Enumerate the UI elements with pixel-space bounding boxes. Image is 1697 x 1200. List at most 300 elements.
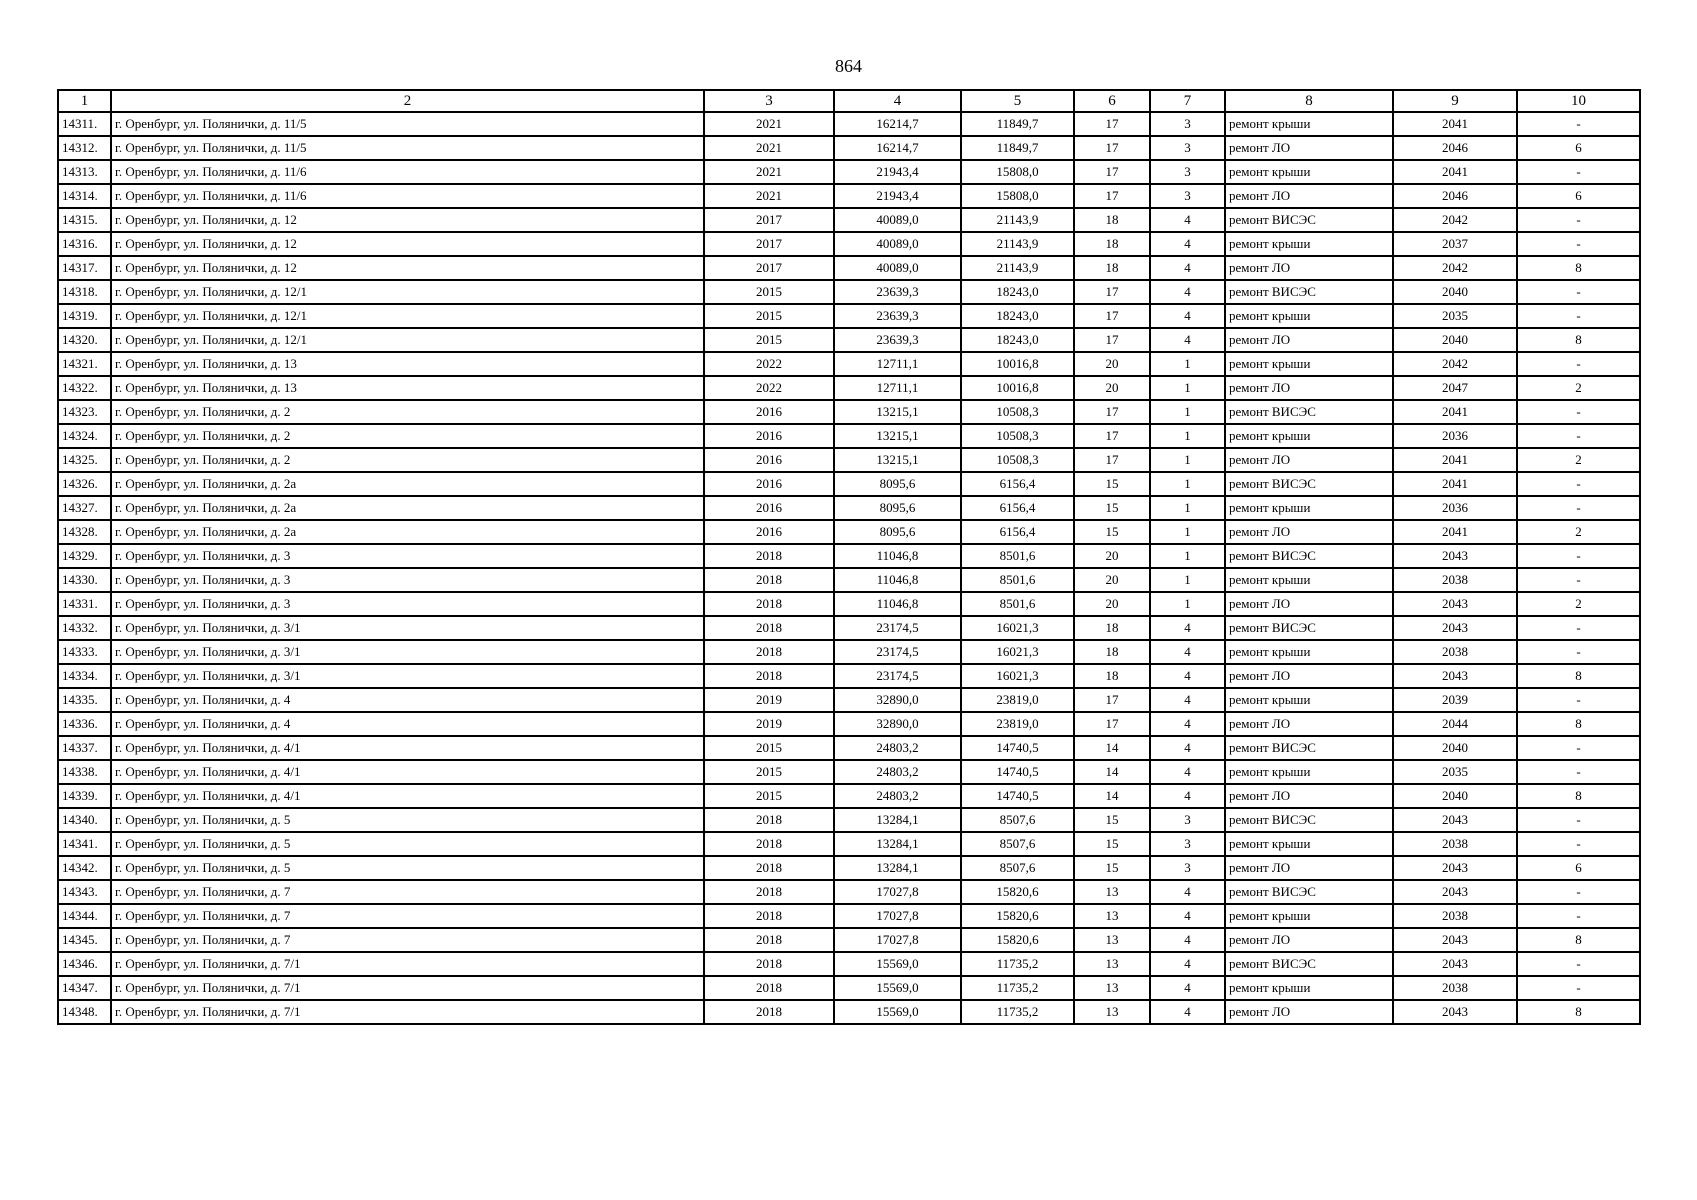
cell-entrances: 4 [1150,280,1225,304]
cell-planned-year: 2042 [1393,352,1517,376]
cell-work-type: ремонт ЛО [1225,520,1393,544]
cell-planned-year: 2035 [1393,760,1517,784]
cell-value: - [1517,496,1640,520]
cell-entrances: 4 [1150,952,1225,976]
cell-floors: 15 [1074,856,1150,880]
cell-address: г. Оренбург, ул. Полянички, д. 11/6 [111,160,704,184]
cell-entrances: 4 [1150,688,1225,712]
cell-floors: 14 [1074,760,1150,784]
cell-year-built: 2022 [704,376,834,400]
cell-work-type: ремонт ВИСЭС [1225,472,1393,496]
cell-value: - [1517,640,1640,664]
cell-value: - [1517,424,1640,448]
cell-value: 8 [1517,712,1640,736]
cell-entrances: 1 [1150,520,1225,544]
cell-total-area: 32890,0 [834,712,961,736]
cell-total-area: 17027,8 [834,880,961,904]
cell-value: 6 [1517,184,1640,208]
cell-value: - [1517,352,1640,376]
cell-year-built: 2022 [704,352,834,376]
table-row [58,784,1640,808]
cell-entrances: 3 [1150,160,1225,184]
table-row [58,544,1640,568]
cell-living-area: 23819,0 [961,712,1074,736]
cell-living-area: 10016,8 [961,376,1074,400]
cell-floors: 15 [1074,808,1150,832]
cell-living-area: 11849,7 [961,136,1074,160]
cell-work-type: ремонт крыши [1225,640,1393,664]
cell-floors: 20 [1074,544,1150,568]
cell-entrances: 4 [1150,256,1225,280]
column-header-9: 9 [1393,90,1517,112]
cell-planned-year: 2043 [1393,856,1517,880]
cell-work-type: ремонт ЛО [1225,328,1393,352]
cell-work-type: ремонт ЛО [1225,1000,1393,1024]
table-row [58,928,1640,952]
cell-value: 2 [1517,448,1640,472]
cell-entrances: 1 [1150,544,1225,568]
cell-floors: 15 [1074,472,1150,496]
cell-planned-year: 2046 [1393,136,1517,160]
cell-living-area: 11735,2 [961,1000,1074,1024]
page-number: 864 [835,56,862,76]
table-row [58,856,1640,880]
cell-year-built: 2018 [704,880,834,904]
registry-table [57,89,1641,1025]
cell-row-number: 14342. [58,856,111,880]
cell-work-type: ремонт ВИСЭС [1225,736,1393,760]
column-header-5: 5 [961,90,1074,112]
table-row [58,592,1640,616]
cell-planned-year: 2043 [1393,928,1517,952]
cell-work-type: ремонт крыши [1225,904,1393,928]
cell-value: - [1517,544,1640,568]
cell-year-built: 2018 [704,808,834,832]
cell-planned-year: 2040 [1393,784,1517,808]
cell-entrances: 1 [1150,376,1225,400]
cell-planned-year: 2038 [1393,832,1517,856]
cell-living-area: 14740,5 [961,736,1074,760]
cell-floors: 13 [1074,928,1150,952]
cell-living-area: 15808,0 [961,160,1074,184]
cell-year-built: 2018 [704,976,834,1000]
cell-value: - [1517,736,1640,760]
cell-living-area: 18243,0 [961,328,1074,352]
cell-living-area: 15820,6 [961,880,1074,904]
cell-total-area: 40089,0 [834,256,961,280]
table-row [58,832,1640,856]
cell-total-area: 11046,8 [834,568,961,592]
cell-floors: 17 [1074,304,1150,328]
column-header-4: 4 [834,90,961,112]
cell-entrances: 4 [1150,712,1225,736]
cell-floors: 17 [1074,424,1150,448]
cell-total-area: 13215,1 [834,424,961,448]
table-row [58,496,1640,520]
table-row [58,400,1640,424]
cell-total-area: 23639,3 [834,304,961,328]
cell-row-number: 14329. [58,544,111,568]
cell-total-area: 13284,1 [834,856,961,880]
cell-planned-year: 2038 [1393,976,1517,1000]
cell-row-number: 14336. [58,712,111,736]
cell-work-type: ремонт ЛО [1225,712,1393,736]
cell-planned-year: 2041 [1393,472,1517,496]
cell-planned-year: 2040 [1393,280,1517,304]
cell-living-area: 6156,4 [961,496,1074,520]
cell-planned-year: 2043 [1393,952,1517,976]
cell-year-built: 2018 [704,952,834,976]
column-header-7: 7 [1150,90,1225,112]
cell-year-built: 2018 [704,592,834,616]
cell-address: г. Оренбург, ул. Полянички, д. 2а [111,520,704,544]
cell-living-area: 10508,3 [961,400,1074,424]
cell-living-area: 14740,5 [961,760,1074,784]
column-header-1: 1 [58,90,111,112]
cell-value: - [1517,112,1640,136]
cell-total-area: 11046,8 [834,544,961,568]
cell-row-number: 14318. [58,280,111,304]
table-row [58,664,1640,688]
cell-row-number: 14322. [58,376,111,400]
cell-total-area: 17027,8 [834,928,961,952]
cell-entrances: 4 [1150,976,1225,1000]
cell-row-number: 14344. [58,904,111,928]
cell-floors: 18 [1074,208,1150,232]
table-row [58,352,1640,376]
cell-planned-year: 2041 [1393,520,1517,544]
cell-year-built: 2015 [704,328,834,352]
cell-year-built: 2018 [704,928,834,952]
cell-address: г. Оренбург, ул. Полянички, д. 12/1 [111,280,704,304]
cell-planned-year: 2043 [1393,616,1517,640]
cell-floors: 18 [1074,640,1150,664]
cell-value: 8 [1517,328,1640,352]
cell-work-type: ремонт ЛО [1225,448,1393,472]
table-row [58,880,1640,904]
cell-living-area: 15820,6 [961,928,1074,952]
cell-floors: 20 [1074,568,1150,592]
cell-floors: 20 [1074,352,1150,376]
cell-living-area: 21143,9 [961,208,1074,232]
table-row [58,256,1640,280]
cell-year-built: 2015 [704,280,834,304]
cell-work-type: ремонт крыши [1225,352,1393,376]
cell-planned-year: 2039 [1393,688,1517,712]
cell-row-number: 14335. [58,688,111,712]
cell-total-area: 13284,1 [834,808,961,832]
cell-value: - [1517,400,1640,424]
cell-address: г. Оренбург, ул. Полянички, д. 7 [111,904,704,928]
cell-value: - [1517,304,1640,328]
cell-floors: 18 [1074,232,1150,256]
cell-year-built: 2018 [704,640,834,664]
cell-floors: 17 [1074,280,1150,304]
cell-entrances: 3 [1150,856,1225,880]
cell-work-type: ремонт ЛО [1225,184,1393,208]
cell-entrances: 3 [1150,184,1225,208]
cell-address: г. Оренбург, ул. Полянички, д. 11/5 [111,112,704,136]
cell-living-area: 11735,2 [961,952,1074,976]
cell-living-area: 18243,0 [961,280,1074,304]
cell-planned-year: 2040 [1393,328,1517,352]
cell-floors: 13 [1074,952,1150,976]
cell-work-type: ремонт ЛО [1225,856,1393,880]
cell-row-number: 14321. [58,352,111,376]
cell-total-area: 12711,1 [834,352,961,376]
table-row [58,712,1640,736]
cell-total-area: 8095,6 [834,496,961,520]
cell-year-built: 2018 [704,616,834,640]
cell-planned-year: 2041 [1393,112,1517,136]
cell-row-number: 14340. [58,808,111,832]
cell-row-number: 14324. [58,424,111,448]
cell-address: г. Оренбург, ул. Полянички, д. 3 [111,544,704,568]
cell-row-number: 14334. [58,664,111,688]
cell-entrances: 1 [1150,448,1225,472]
cell-planned-year: 2040 [1393,736,1517,760]
cell-value: 6 [1517,856,1640,880]
cell-total-area: 15569,0 [834,952,961,976]
cell-address: г. Оренбург, ул. Полянички, д. 12 [111,208,704,232]
cell-value: - [1517,232,1640,256]
cell-address: г. Оренбург, ул. Полянички, д. 2 [111,424,704,448]
cell-row-number: 14317. [58,256,111,280]
cell-living-area: 21143,9 [961,256,1074,280]
cell-year-built: 2016 [704,472,834,496]
cell-value: - [1517,616,1640,640]
cell-address: г. Оренбург, ул. Полянички, д. 7 [111,928,704,952]
cell-address: г. Оренбург, ул. Полянички, д. 4/1 [111,736,704,760]
table-row [58,640,1640,664]
cell-year-built: 2016 [704,496,834,520]
cell-total-area: 23174,5 [834,640,961,664]
cell-year-built: 2018 [704,544,834,568]
cell-total-area: 23174,5 [834,616,961,640]
cell-year-built: 2018 [704,568,834,592]
column-header-8: 8 [1225,90,1393,112]
cell-row-number: 14323. [58,400,111,424]
cell-address: г. Оренбург, ул. Полянички, д. 12 [111,256,704,280]
cell-row-number: 14315. [58,208,111,232]
cell-row-number: 14331. [58,592,111,616]
cell-year-built: 2015 [704,304,834,328]
cell-value: 8 [1517,928,1640,952]
cell-address: г. Оренбург, ул. Полянички, д. 2 [111,448,704,472]
table-row [58,160,1640,184]
cell-address: г. Оренбург, ул. Полянички, д. 5 [111,856,704,880]
cell-year-built: 2021 [704,160,834,184]
cell-year-built: 2019 [704,688,834,712]
cell-planned-year: 2036 [1393,424,1517,448]
cell-value: - [1517,880,1640,904]
cell-floors: 17 [1074,136,1150,160]
cell-total-area: 23639,3 [834,280,961,304]
table-row [58,1000,1640,1024]
cell-year-built: 2019 [704,712,834,736]
cell-work-type: ремонт крыши [1225,160,1393,184]
table-row [58,976,1640,1000]
cell-work-type: ремонт ЛО [1225,664,1393,688]
cell-row-number: 14337. [58,736,111,760]
table-row [58,136,1640,160]
table-row [58,472,1640,496]
cell-total-area: 16214,7 [834,112,961,136]
cell-year-built: 2017 [704,208,834,232]
cell-entrances: 4 [1150,1000,1225,1024]
cell-address: г. Оренбург, ул. Полянички, д. 12 [111,232,704,256]
cell-work-type: ремонт ЛО [1225,928,1393,952]
cell-floors: 15 [1074,520,1150,544]
cell-planned-year: 2035 [1393,304,1517,328]
cell-living-area: 15820,6 [961,904,1074,928]
cell-floors: 17 [1074,712,1150,736]
cell-total-area: 15569,0 [834,976,961,1000]
cell-row-number: 14316. [58,232,111,256]
cell-row-number: 14320. [58,328,111,352]
cell-floors: 17 [1074,112,1150,136]
table-row [58,112,1640,136]
column-header-3: 3 [704,90,834,112]
cell-address: г. Оренбург, ул. Полянички, д. 2а [111,472,704,496]
table-row [58,568,1640,592]
cell-value: - [1517,160,1640,184]
cell-year-built: 2016 [704,400,834,424]
cell-floors: 13 [1074,904,1150,928]
cell-living-area: 23819,0 [961,688,1074,712]
cell-entrances: 1 [1150,496,1225,520]
cell-address: г. Оренбург, ул. Полянички, д. 7/1 [111,952,704,976]
cell-entrances: 3 [1150,832,1225,856]
cell-row-number: 14347. [58,976,111,1000]
cell-address: г. Оренбург, ул. Полянички, д. 2 [111,400,704,424]
cell-entrances: 3 [1150,808,1225,832]
cell-work-type: ремонт крыши [1225,304,1393,328]
cell-year-built: 2015 [704,760,834,784]
cell-address: г. Оренбург, ул. Полянички, д. 11/6 [111,184,704,208]
cell-row-number: 14338. [58,760,111,784]
cell-floors: 17 [1074,400,1150,424]
cell-work-type: ремонт ВИСЭС [1225,280,1393,304]
cell-row-number: 14348. [58,1000,111,1024]
cell-entrances: 4 [1150,736,1225,760]
column-header-6: 6 [1074,90,1150,112]
cell-year-built: 2016 [704,424,834,448]
cell-total-area: 23174,5 [834,664,961,688]
cell-planned-year: 2043 [1393,808,1517,832]
cell-year-built: 2017 [704,232,834,256]
cell-address: г. Оренбург, ул. Полянички, д. 4 [111,712,704,736]
cell-planned-year: 2043 [1393,592,1517,616]
table-row [58,280,1640,304]
cell-value: 8 [1517,664,1640,688]
table-row [58,760,1640,784]
cell-floors: 15 [1074,832,1150,856]
table-row [58,376,1640,400]
cell-year-built: 2018 [704,904,834,928]
cell-floors: 17 [1074,688,1150,712]
cell-address: г. Оренбург, ул. Полянички, д. 13 [111,376,704,400]
cell-value: 2 [1517,592,1640,616]
cell-work-type: ремонт ВИСЭС [1225,880,1393,904]
cell-planned-year: 2037 [1393,232,1517,256]
cell-floors: 17 [1074,184,1150,208]
cell-entrances: 3 [1150,136,1225,160]
cell-work-type: ремонт крыши [1225,232,1393,256]
cell-value: - [1517,760,1640,784]
cell-entrances: 4 [1150,928,1225,952]
cell-address: г. Оренбург, ул. Полянички, д. 3 [111,592,704,616]
cell-floors: 14 [1074,784,1150,808]
cell-address: г. Оренбург, ул. Полянички, д. 13 [111,352,704,376]
cell-total-area: 21943,4 [834,160,961,184]
cell-address: г. Оренбург, ул. Полянички, д. 12/1 [111,328,704,352]
cell-living-area: 11849,7 [961,112,1074,136]
cell-entrances: 1 [1150,400,1225,424]
cell-entrances: 1 [1150,424,1225,448]
cell-work-type: ремонт ВИСЭС [1225,400,1393,424]
cell-living-area: 10016,8 [961,352,1074,376]
cell-row-number: 14343. [58,880,111,904]
cell-floors: 13 [1074,1000,1150,1024]
cell-total-area: 12711,1 [834,376,961,400]
cell-row-number: 14330. [58,568,111,592]
cell-total-area: 11046,8 [834,592,961,616]
cell-year-built: 2018 [704,1000,834,1024]
cell-work-type: ремонт ЛО [1225,256,1393,280]
cell-value: - [1517,688,1640,712]
cell-floors: 17 [1074,160,1150,184]
cell-entrances: 1 [1150,472,1225,496]
cell-address: г. Оренбург, ул. Полянички, д. 7/1 [111,1000,704,1024]
cell-work-type: ремонт ЛО [1225,136,1393,160]
cell-work-type: ремонт крыши [1225,688,1393,712]
cell-living-area: 8507,6 [961,832,1074,856]
cell-total-area: 24803,2 [834,760,961,784]
cell-living-area: 8507,6 [961,808,1074,832]
cell-work-type: ремонт ВИСЭС [1225,616,1393,640]
cell-floors: 20 [1074,592,1150,616]
cell-total-area: 15569,0 [834,1000,961,1024]
cell-work-type: ремонт ЛО [1225,376,1393,400]
cell-entrances: 4 [1150,664,1225,688]
cell-total-area: 16214,7 [834,136,961,160]
cell-work-type: ремонт крыши [1225,424,1393,448]
cell-value: - [1517,832,1640,856]
cell-row-number: 14326. [58,472,111,496]
cell-row-number: 14319. [58,304,111,328]
cell-total-area: 23639,3 [834,328,961,352]
cell-entrances: 4 [1150,784,1225,808]
table-header-row [58,90,1640,112]
cell-row-number: 14345. [58,928,111,952]
cell-value: - [1517,472,1640,496]
cell-address: г. Оренбург, ул. Полянички, д. 5 [111,832,704,856]
cell-value: 2 [1517,520,1640,544]
cell-year-built: 2018 [704,832,834,856]
cell-value: - [1517,952,1640,976]
cell-value: 2 [1517,376,1640,400]
cell-work-type: ремонт крыши [1225,832,1393,856]
cell-entrances: 3 [1150,112,1225,136]
cell-address: г. Оренбург, ул. Полянички, д. 7/1 [111,976,704,1000]
cell-year-built: 2021 [704,184,834,208]
cell-floors: 13 [1074,976,1150,1000]
cell-total-area: 40089,0 [834,208,961,232]
cell-living-area: 14740,5 [961,784,1074,808]
cell-total-area: 21943,4 [834,184,961,208]
cell-work-type: ремонт крыши [1225,496,1393,520]
